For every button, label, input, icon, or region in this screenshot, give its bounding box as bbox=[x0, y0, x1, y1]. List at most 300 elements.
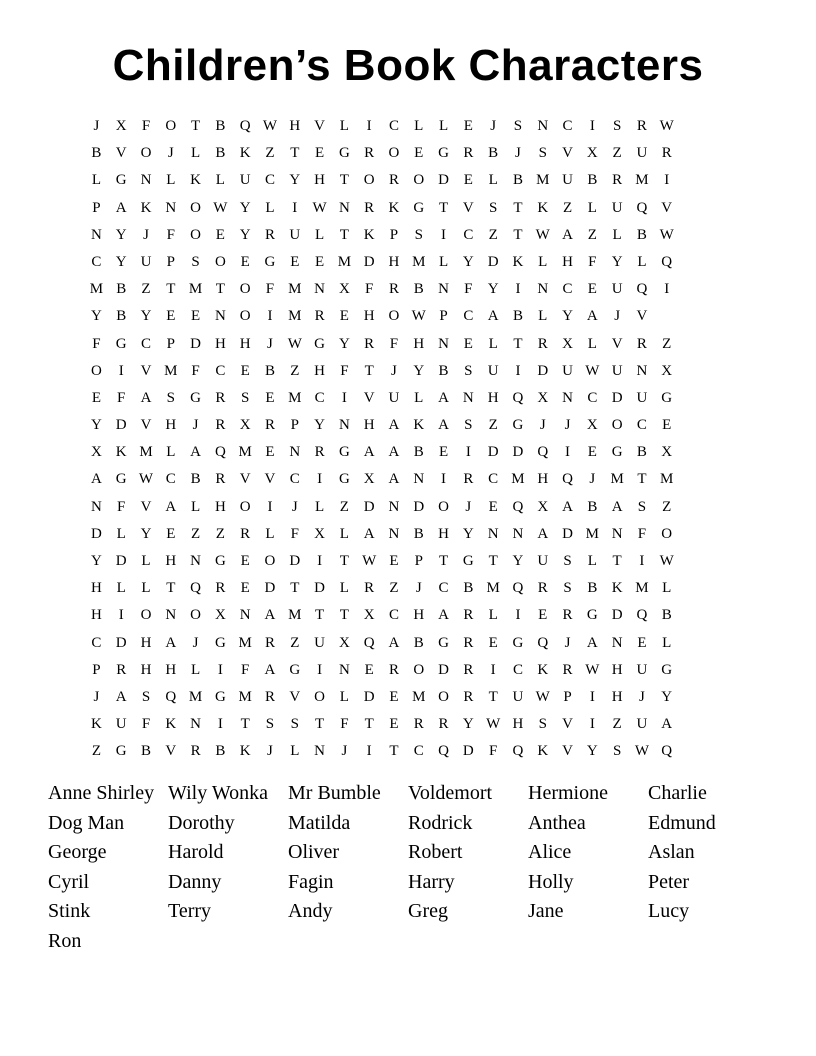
grid-letter[interactable]: W bbox=[659, 226, 674, 243]
grid-letter[interactable]: G bbox=[611, 444, 623, 461]
grid-letter[interactable]: H bbox=[487, 389, 499, 406]
grid-letter[interactable]: U bbox=[611, 199, 623, 216]
grid-letter[interactable]: R bbox=[215, 580, 226, 597]
grid-letter[interactable]: R bbox=[463, 661, 474, 678]
grid-letter[interactable]: I bbox=[317, 661, 323, 678]
grid-letter[interactable]: T bbox=[314, 716, 325, 733]
grid-letter[interactable]: G bbox=[438, 145, 449, 162]
grid-letter[interactable]: J bbox=[391, 362, 397, 379]
grid-letter[interactable]: V bbox=[661, 199, 673, 216]
grid-letter[interactable]: E bbox=[290, 253, 300, 270]
grid-letter[interactable]: W bbox=[486, 716, 501, 733]
grid-letter[interactable]: A bbox=[363, 444, 375, 461]
grid-letter[interactable]: P bbox=[290, 417, 299, 434]
grid-letter[interactable]: R bbox=[463, 634, 474, 651]
grid-letter[interactable]: L bbox=[587, 199, 597, 216]
grid-letter[interactable]: K bbox=[537, 743, 549, 760]
grid-letter[interactable]: I bbox=[490, 661, 496, 678]
grid-letter[interactable]: Y bbox=[90, 417, 102, 434]
grid-letter[interactable]: T bbox=[488, 553, 498, 569]
grid-letter[interactable]: I bbox=[292, 199, 298, 216]
grid-letter[interactable]: D bbox=[512, 444, 524, 461]
grid-letter[interactable]: S bbox=[538, 716, 547, 733]
grid-letter[interactable]: A bbox=[438, 607, 449, 624]
grid-letter[interactable]: U bbox=[636, 145, 648, 162]
grid-letter[interactable]: H bbox=[388, 253, 400, 270]
grid-letter[interactable]: E bbox=[166, 308, 176, 325]
grid-letter[interactable]: L bbox=[488, 335, 498, 352]
grid-letter[interactable]: M bbox=[486, 580, 500, 597]
grid-letter[interactable]: M bbox=[610, 471, 624, 488]
grid-letter[interactable]: C bbox=[587, 389, 598, 406]
grid-letter[interactable]: Y bbox=[314, 417, 325, 434]
grid-letter[interactable]: Y bbox=[562, 308, 573, 325]
grid-letter[interactable]: S bbox=[290, 716, 299, 733]
grid-letter[interactable]: N bbox=[140, 172, 152, 189]
grid-letter[interactable]: L bbox=[438, 253, 449, 270]
grid-letter[interactable]: X bbox=[338, 634, 350, 651]
grid-letter[interactable]: R bbox=[264, 688, 275, 705]
grid-letter[interactable]: R bbox=[388, 281, 399, 298]
grid-letter[interactable]: S bbox=[464, 417, 473, 434]
grid-letter[interactable]: K bbox=[537, 661, 549, 678]
grid-letter[interactable]: J bbox=[93, 688, 100, 705]
grid-letter[interactable]: N bbox=[338, 199, 350, 216]
grid-letter[interactable]: G bbox=[512, 634, 524, 651]
grid-letter[interactable]: T bbox=[637, 471, 647, 488]
grid-letter[interactable]: A bbox=[115, 688, 127, 705]
grid-letter[interactable]: Y bbox=[239, 199, 251, 216]
grid-letter[interactable]: O bbox=[214, 253, 226, 270]
grid-letter[interactable]: W bbox=[634, 743, 650, 760]
grid-letter[interactable]: G bbox=[438, 634, 449, 651]
grid-letter[interactable]: I bbox=[317, 553, 323, 569]
grid-letter[interactable]: N bbox=[462, 389, 474, 406]
grid-letter[interactable]: G bbox=[661, 661, 673, 678]
grid-letter[interactable]: K bbox=[363, 226, 375, 243]
grid-letter[interactable]: K bbox=[239, 145, 251, 162]
grid-letter[interactable]: R bbox=[413, 716, 424, 733]
grid-letter[interactable]: X bbox=[90, 444, 102, 461]
grid-letter[interactable]: Q bbox=[512, 743, 524, 760]
grid-letter[interactable]: M bbox=[288, 389, 302, 406]
grid-letter[interactable]: U bbox=[239, 172, 251, 189]
grid-letter[interactable]: L bbox=[314, 498, 325, 515]
grid-letter[interactable]: G bbox=[661, 389, 673, 406]
grid-letter[interactable]: E bbox=[166, 525, 176, 542]
grid-letter[interactable]: M bbox=[238, 444, 252, 461]
grid-letter[interactable]: T bbox=[389, 743, 399, 760]
grid-letter[interactable]: M bbox=[412, 688, 426, 705]
grid-letter[interactable]: E bbox=[389, 716, 399, 733]
grid-letter[interactable]: S bbox=[191, 253, 200, 270]
grid-letter[interactable]: U bbox=[388, 389, 400, 406]
grid-letter[interactable]: W bbox=[535, 688, 550, 705]
grid-letter[interactable]: R bbox=[314, 444, 325, 461]
grid-letter[interactable]: U bbox=[611, 281, 623, 298]
grid-letter[interactable]: I bbox=[366, 118, 372, 134]
grid-letter[interactable]: T bbox=[339, 607, 349, 624]
grid-letter[interactable]: N bbox=[438, 335, 449, 352]
grid-letter[interactable]: E bbox=[314, 145, 325, 162]
grid-letter[interactable]: L bbox=[587, 553, 597, 569]
grid-letter[interactable]: B bbox=[587, 580, 598, 597]
grid-letter[interactable]: E bbox=[463, 335, 473, 352]
grid-letter[interactable]: N bbox=[314, 281, 325, 298]
grid-letter[interactable]: V bbox=[140, 417, 152, 434]
grid-letter[interactable]: L bbox=[314, 226, 325, 243]
grid-letter[interactable]: R bbox=[388, 172, 399, 189]
grid-letter[interactable]: V bbox=[140, 498, 152, 515]
grid-letter[interactable]: H bbox=[165, 417, 177, 434]
grid-letter[interactable]: N bbox=[214, 308, 226, 325]
grid-letter[interactable]: S bbox=[464, 362, 473, 379]
grid-letter[interactable]: H bbox=[289, 118, 301, 134]
grid-letter[interactable]: H bbox=[413, 335, 425, 352]
grid-letter[interactable]: L bbox=[215, 172, 225, 189]
grid-letter[interactable]: L bbox=[339, 688, 349, 705]
grid-letter[interactable]: D bbox=[314, 580, 325, 597]
grid-letter[interactable]: T bbox=[364, 716, 374, 733]
grid-letter[interactable]: G bbox=[214, 553, 226, 569]
grid-letter[interactable]: K bbox=[190, 172, 201, 189]
grid-letter[interactable]: X bbox=[537, 498, 549, 515]
grid-letter[interactable]: A bbox=[190, 444, 201, 461]
grid-letter[interactable]: G bbox=[115, 172, 127, 189]
grid-letter[interactable]: W bbox=[585, 362, 600, 379]
grid-letter[interactable]: D bbox=[537, 362, 549, 379]
grid-letter[interactable]: X bbox=[314, 525, 325, 542]
grid-letter[interactable]: J bbox=[539, 417, 546, 434]
grid-letter[interactable]: I bbox=[441, 226, 447, 243]
grid-letter[interactable]: Z bbox=[612, 145, 622, 162]
grid-letter[interactable]: T bbox=[339, 553, 349, 569]
grid-letter[interactable]: H bbox=[140, 634, 152, 651]
grid-letter[interactable]: I bbox=[217, 661, 223, 678]
grid-letter[interactable]: I bbox=[341, 389, 347, 406]
grid-letter[interactable]: E bbox=[538, 607, 548, 624]
grid-letter[interactable]: E bbox=[662, 417, 672, 434]
grid-letter[interactable]: E bbox=[587, 281, 597, 298]
grid-letter[interactable]: B bbox=[587, 172, 598, 189]
grid-letter[interactable]: C bbox=[165, 471, 176, 488]
grid-letter[interactable]: R bbox=[463, 145, 474, 162]
grid-letter[interactable]: U bbox=[636, 661, 648, 678]
grid-letter[interactable]: V bbox=[462, 199, 474, 216]
grid-letter[interactable]: Q bbox=[512, 498, 524, 515]
grid-letter[interactable]: J bbox=[639, 688, 645, 705]
grid-letter[interactable]: F bbox=[637, 525, 647, 542]
grid-letter[interactable]: R bbox=[388, 661, 399, 678]
grid-letter[interactable]: D bbox=[115, 634, 127, 651]
grid-letter[interactable]: S bbox=[265, 716, 275, 733]
grid-letter[interactable]: V bbox=[363, 389, 375, 406]
grid-letter[interactable]: X bbox=[661, 444, 673, 461]
grid-letter[interactable]: O bbox=[165, 118, 177, 134]
grid-letter[interactable]: R bbox=[537, 335, 548, 352]
grid-letter[interactable]: W bbox=[535, 226, 550, 243]
grid-letter[interactable]: G bbox=[338, 471, 350, 488]
grid-letter[interactable]: R bbox=[116, 661, 127, 678]
grid-letter[interactable]: O bbox=[413, 661, 425, 678]
grid-letter[interactable]: F bbox=[141, 716, 151, 733]
grid-letter[interactable]: N bbox=[636, 362, 648, 379]
grid-letter[interactable]: M bbox=[635, 172, 649, 189]
grid-letter[interactable]: D bbox=[264, 580, 276, 597]
grid-letter[interactable]: C bbox=[438, 580, 449, 597]
grid-letter[interactable]: X bbox=[661, 362, 673, 379]
grid-letter[interactable]: M bbox=[337, 253, 352, 270]
grid-letter[interactable]: D bbox=[611, 389, 623, 406]
grid-letter[interactable]: J bbox=[614, 308, 621, 325]
grid-letter[interactable]: N bbox=[90, 226, 102, 243]
grid-letter[interactable]: S bbox=[166, 389, 175, 406]
grid-letter[interactable]: N bbox=[388, 525, 400, 542]
grid-letter[interactable]: X bbox=[363, 471, 375, 488]
grid-letter[interactable]: E bbox=[240, 580, 250, 597]
grid-letter[interactable]: T bbox=[314, 607, 325, 624]
grid-letter[interactable]: R bbox=[636, 118, 647, 134]
grid-letter[interactable]: G bbox=[115, 471, 127, 488]
grid-letter[interactable]: R bbox=[240, 525, 251, 542]
grid-letter[interactable]: G bbox=[264, 253, 276, 270]
grid-letter[interactable]: D bbox=[289, 553, 301, 569]
grid-letter[interactable]: Y bbox=[115, 253, 127, 270]
grid-letter[interactable]: L bbox=[290, 743, 300, 760]
grid-letter[interactable]: A bbox=[487, 308, 499, 325]
grid-letter[interactable]: B bbox=[215, 145, 226, 162]
grid-letter[interactable]: C bbox=[463, 226, 474, 243]
grid-letter[interactable]: T bbox=[438, 553, 449, 569]
grid-letter[interactable]: Y bbox=[140, 308, 152, 325]
grid-letter[interactable]: G bbox=[289, 661, 301, 678]
grid-letter[interactable]: J bbox=[267, 743, 273, 760]
grid-letter[interactable]: G bbox=[338, 145, 350, 162]
grid-letter[interactable]: R bbox=[562, 607, 573, 624]
grid-letter[interactable]: H bbox=[562, 253, 573, 270]
grid-letter[interactable]: R bbox=[264, 226, 275, 243]
grid-letter[interactable]: N bbox=[289, 444, 301, 461]
grid-letter[interactable]: M bbox=[635, 580, 649, 597]
grid-letter[interactable]: A bbox=[264, 661, 276, 678]
grid-letter[interactable]: L bbox=[116, 525, 126, 542]
grid-letter[interactable]: N bbox=[338, 417, 350, 434]
grid-letter[interactable]: B bbox=[661, 607, 672, 624]
grid-letter[interactable]: E bbox=[265, 389, 275, 406]
grid-letter[interactable]: L bbox=[538, 253, 548, 270]
grid-letter[interactable]: Q bbox=[512, 389, 524, 406]
grid-letter[interactable]: A bbox=[264, 607, 276, 624]
grid-letter[interactable]: Q bbox=[239, 118, 251, 134]
grid-letter[interactable]: O bbox=[239, 498, 251, 515]
grid-letter[interactable]: T bbox=[339, 172, 349, 189]
grid-letter[interactable]: Z bbox=[91, 743, 101, 760]
grid-letter[interactable]: U bbox=[487, 362, 499, 379]
grid-letter[interactable]: F bbox=[265, 281, 275, 298]
grid-letter[interactable]: U bbox=[562, 362, 573, 379]
grid-letter[interactable]: F bbox=[166, 226, 175, 243]
grid-letter[interactable]: D bbox=[190, 335, 201, 352]
grid-letter[interactable]: T bbox=[166, 281, 176, 298]
grid-letter[interactable]: R bbox=[463, 607, 474, 624]
grid-letter[interactable]: A bbox=[165, 498, 177, 515]
grid-letter[interactable]: V bbox=[314, 118, 325, 134]
grid-letter[interactable]: O bbox=[190, 607, 201, 624]
grid-letter[interactable]: F bbox=[340, 716, 349, 733]
grid-letter[interactable]: Y bbox=[140, 525, 152, 542]
grid-letter[interactable]: R bbox=[661, 145, 672, 162]
grid-letter[interactable]: R bbox=[364, 580, 375, 597]
grid-letter[interactable]: P bbox=[389, 226, 399, 243]
grid-letter[interactable]: O bbox=[140, 145, 152, 162]
grid-letter[interactable]: L bbox=[438, 118, 449, 134]
grid-letter[interactable]: T bbox=[290, 145, 300, 162]
grid-letter[interactable]: H bbox=[214, 498, 226, 515]
grid-letter[interactable]: L bbox=[339, 118, 349, 134]
grid-letter[interactable]: J bbox=[192, 417, 199, 434]
grid-letter[interactable]: N bbox=[338, 661, 350, 678]
grid-letter[interactable]: J bbox=[564, 417, 571, 434]
grid-letter[interactable]: O bbox=[388, 308, 400, 325]
grid-letter[interactable]: Q bbox=[661, 253, 673, 270]
grid-letter[interactable]: C bbox=[314, 389, 325, 406]
grid-letter[interactable]: Q bbox=[438, 743, 449, 760]
grid-letter[interactable]: H bbox=[140, 661, 152, 678]
grid-letter[interactable]: D bbox=[462, 743, 474, 760]
grid-letter[interactable]: Y bbox=[90, 553, 102, 569]
grid-letter[interactable]: I bbox=[118, 607, 124, 624]
grid-letter[interactable]: H bbox=[537, 471, 549, 488]
grid-letter[interactable]: Q bbox=[512, 580, 524, 597]
grid-letter[interactable]: Y bbox=[462, 253, 474, 270]
grid-letter[interactable]: N bbox=[562, 389, 573, 406]
grid-letter[interactable]: O bbox=[314, 688, 325, 705]
grid-letter[interactable]: Y bbox=[487, 281, 499, 298]
grid-letter[interactable]: C bbox=[636, 417, 647, 434]
grid-letter[interactable]: Y bbox=[462, 525, 474, 542]
grid-letter[interactable]: R bbox=[537, 580, 548, 597]
grid-letter[interactable]: Y bbox=[512, 553, 524, 569]
grid-letter[interactable]: I bbox=[465, 444, 471, 461]
grid-letter[interactable]: Y bbox=[338, 335, 350, 352]
grid-letter[interactable]: M bbox=[164, 362, 178, 379]
grid-letter[interactable]: L bbox=[538, 308, 548, 325]
grid-letter[interactable]: N bbox=[512, 525, 524, 542]
grid-letter[interactable]: Z bbox=[488, 226, 498, 243]
grid-letter[interactable]: L bbox=[339, 580, 349, 597]
grid-letter[interactable]: G bbox=[115, 335, 127, 352]
grid-letter[interactable]: Y bbox=[462, 716, 474, 733]
grid-letter[interactable]: I bbox=[118, 362, 124, 379]
grid-letter[interactable]: V bbox=[562, 145, 573, 162]
grid-letter[interactable]: Q bbox=[636, 199, 648, 216]
grid-letter[interactable]: T bbox=[612, 553, 622, 569]
grid-letter[interactable]: O bbox=[363, 172, 375, 189]
grid-letter[interactable]: M bbox=[412, 253, 426, 270]
grid-letter[interactable]: N bbox=[413, 471, 425, 488]
grid-letter[interactable]: H bbox=[611, 688, 623, 705]
grid-letter[interactable]: N bbox=[388, 498, 400, 515]
grid-letter[interactable]: E bbox=[265, 444, 275, 461]
grid-letter[interactable]: K bbox=[512, 253, 524, 270]
grid-letter[interactable]: D bbox=[438, 172, 449, 189]
grid-letter[interactable]: J bbox=[143, 226, 149, 243]
grid-letter[interactable]: M bbox=[89, 281, 104, 298]
grid-letter[interactable]: W bbox=[659, 118, 674, 134]
grid-letter[interactable]: U bbox=[611, 362, 623, 379]
grid-letter[interactable]: T bbox=[364, 362, 374, 379]
grid-letter[interactable]: N bbox=[165, 607, 177, 624]
grid-letter[interactable]: E bbox=[637, 634, 647, 651]
grid-letter[interactable]: R bbox=[215, 389, 226, 406]
grid-letter[interactable]: Q bbox=[165, 688, 177, 705]
grid-letter[interactable]: F bbox=[241, 661, 250, 678]
grid-letter[interactable]: I bbox=[515, 281, 521, 298]
grid-letter[interactable]: A bbox=[388, 634, 400, 651]
grid-letter[interactable]: T bbox=[191, 118, 201, 134]
grid-letter[interactable]: D bbox=[363, 253, 375, 270]
grid-letter[interactable]: B bbox=[116, 308, 127, 325]
grid-letter[interactable]: H bbox=[239, 335, 251, 352]
grid-letter[interactable]: V bbox=[562, 716, 573, 733]
grid-letter[interactable]: O bbox=[438, 688, 449, 705]
grid-letter[interactable]: E bbox=[364, 661, 374, 678]
grid-letter[interactable]: E bbox=[240, 553, 250, 569]
grid-letter[interactable]: V bbox=[611, 335, 623, 352]
grid-letter[interactable]: B bbox=[116, 281, 127, 298]
grid-letter[interactable]: B bbox=[636, 226, 647, 243]
grid-letter[interactable]: C bbox=[91, 253, 102, 270]
grid-letter[interactable]: V bbox=[264, 471, 276, 488]
grid-letter[interactable]: K bbox=[537, 199, 549, 216]
grid-letter[interactable]: F bbox=[588, 253, 597, 270]
grid-letter[interactable]: C bbox=[488, 471, 499, 488]
grid-letter[interactable]: Z bbox=[141, 281, 151, 298]
grid-letter[interactable]: A bbox=[438, 417, 449, 434]
grid-letter[interactable]: H bbox=[90, 580, 102, 597]
grid-letter[interactable]: J bbox=[589, 471, 596, 488]
grid-letter[interactable]: M bbox=[288, 607, 302, 624]
grid-letter[interactable]: L bbox=[488, 607, 498, 624]
grid-letter[interactable]: R bbox=[215, 417, 226, 434]
grid-letter[interactable]: Y bbox=[413, 362, 425, 379]
grid-letter[interactable]: A bbox=[90, 471, 102, 488]
grid-letter[interactable]: N bbox=[611, 634, 623, 651]
grid-letter[interactable]: O bbox=[190, 226, 201, 243]
grid-letter[interactable]: X bbox=[537, 389, 549, 406]
grid-letter[interactable]: L bbox=[141, 580, 151, 597]
grid-letter[interactable]: L bbox=[612, 226, 622, 243]
grid-letter[interactable]: U bbox=[562, 172, 573, 189]
grid-letter[interactable]: A bbox=[661, 716, 673, 733]
grid-letter[interactable]: Y bbox=[90, 308, 102, 325]
grid-letter[interactable]: G bbox=[115, 743, 127, 760]
grid-letter[interactable]: L bbox=[637, 253, 647, 270]
grid-letter[interactable]: A bbox=[562, 498, 573, 515]
grid-letter[interactable]: Y bbox=[115, 226, 127, 243]
grid-letter[interactable]: R bbox=[314, 308, 325, 325]
grid-letter[interactable]: I bbox=[589, 716, 595, 733]
grid-letter[interactable]: O bbox=[239, 281, 251, 298]
grid-letter[interactable]: B bbox=[215, 743, 226, 760]
grid-letter[interactable]: U bbox=[537, 553, 549, 569]
grid-letter[interactable]: P bbox=[563, 688, 572, 705]
grid-letter[interactable]: J bbox=[490, 118, 497, 134]
grid-letter[interactable]: S bbox=[612, 743, 622, 760]
grid-letter[interactable]: M bbox=[288, 281, 302, 298]
grid-letter[interactable]: G bbox=[586, 607, 598, 624]
grid-letter[interactable]: T bbox=[513, 199, 523, 216]
